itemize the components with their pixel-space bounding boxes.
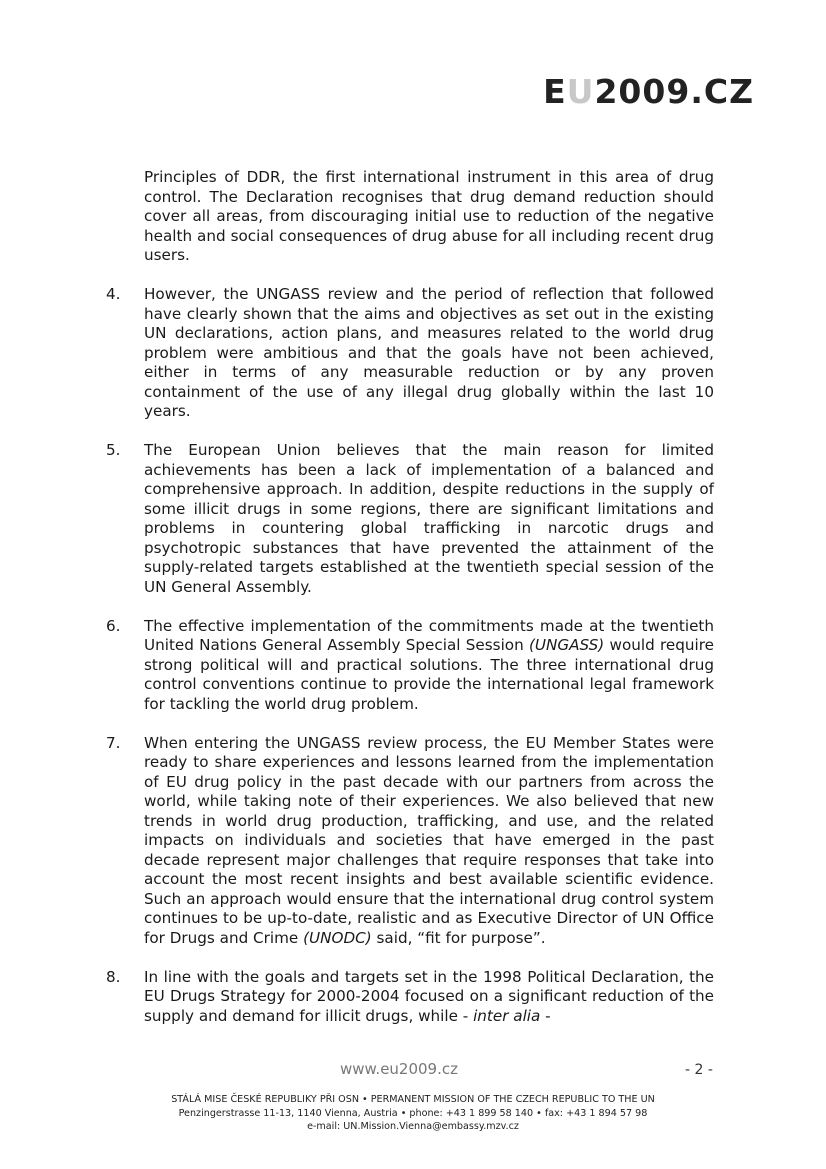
text-segment: The European Union believes that the main reason for limited achievements has been a lack of implementation of a balanced and comprehensive approach. In addition, despite reductions in the supply of some illicit drugs in some regions, there are significant limitations and problems in countering global trafficking in narcotic drugs and psychotropic substances that have prevented the attainment of the supply-related targets established at the twentieth special session of the UN General Assembly. [144,441,714,596]
italic-term: (UNGASS) [529,636,605,654]
paragraph-6 [106,617,714,715]
eu2009-logo: EU2009.CZ [543,72,754,111]
paragraph-number: 6. [106,616,121,635]
document-body [106,168,714,1046]
paragraph-text [144,617,714,715]
website-url: www.eu2009.cz [340,1060,458,1078]
paragraph-text [144,968,714,1027]
paragraph-text [144,168,714,266]
italic-term: inter alia [473,1006,541,1025]
paragraph-number: 5. [106,441,121,459]
text-segment: said, “fit for purpose”. [371,928,546,947]
paragraph-7 [106,734,714,949]
text-segment: would require strong political will and practical solutions. The three international drug control conventions continue to provide the international legal framework for tackling the world drug problem. [144,636,714,713]
text-segment: The effective implementation of the commitments made at the twentieth United Nations General Assembly Special Session [144,616,714,654]
text-segment: In line with the goals and targets set in the 1998 Political Declaration, the EU Drugs Strategy for 2000-2004 focused on a significant reduction of the supply and demand for illicit drugs, while - [144,967,714,1025]
paragraph-text [144,441,714,597]
paragraph-8 [106,968,714,1027]
text-segment: Principles of DDR, the first international instrument in this area of drug control. The Declaration recognises that drug demand reduction should cover all areas, from discouraging initial use to reduction of the negative health and social consequences of drug abuse for all including recent drug users. [144,168,714,264]
footer-email-line: e-mail: UN.Mission.Vienna@embassy.mzv.cz [307,1121,519,1132]
paragraph-number: 4. [106,285,121,303]
paragraph-4 [106,285,714,422]
paragraph-number: 8. [106,967,121,986]
page-number: - 2 - [685,1062,713,1078]
paragraph-number: 7. [106,733,121,752]
text-segment: - [540,1006,551,1025]
footer-address-line: Penzingerstrasse 11-13, 1140 Vienna, Austria • phone: +43 1 899 58 140 • fax: +43 1 894 57 98 [178,1107,648,1119]
italic-term: (UNODC) [303,928,372,947]
paragraph-text [144,734,714,949]
footer-address [0,1093,826,1134]
paragraph-continued [106,168,714,266]
text-segment: However, the UNGASS review and the period of reflection that followed have clearly shown that the aims and objectives as set out in the existing UN declarations, action plans, and measures related to the world drug problem were ambitious and that the goals have not been achieved, either in terms of any measurable reduction or by any proven containment of the use of any illegal drug globally within the last 10 years. [144,285,714,420]
paragraph-5 [106,441,714,597]
text-segment: When entering the UNGASS review process, the EU Member States were ready to share experiences and lessons learned from the implementation of EU drug policy in the past decade with our partners from across the world, while taking note of their experiences. We also believed that new trends in world drug production, trafficking, and use, and the related impacts on individuals and societies that have emerged in the past decade represent major challenges that require responses that take into account the most recent insights and best available scientific evidence. Such an approach would ensure that the international drug control system continues to be up-to-date, realistic and as Executive Director of UN Office for Drugs and Crime [144,733,714,947]
paragraph-text [144,285,714,422]
footer-mission-line: STÁLÁ MISE ČESKÉ REPUBLIKY PŘI OSN • PERMANENT MISSION OF THE CZECH REPUBLIC TO THE UN [171,1094,655,1105]
